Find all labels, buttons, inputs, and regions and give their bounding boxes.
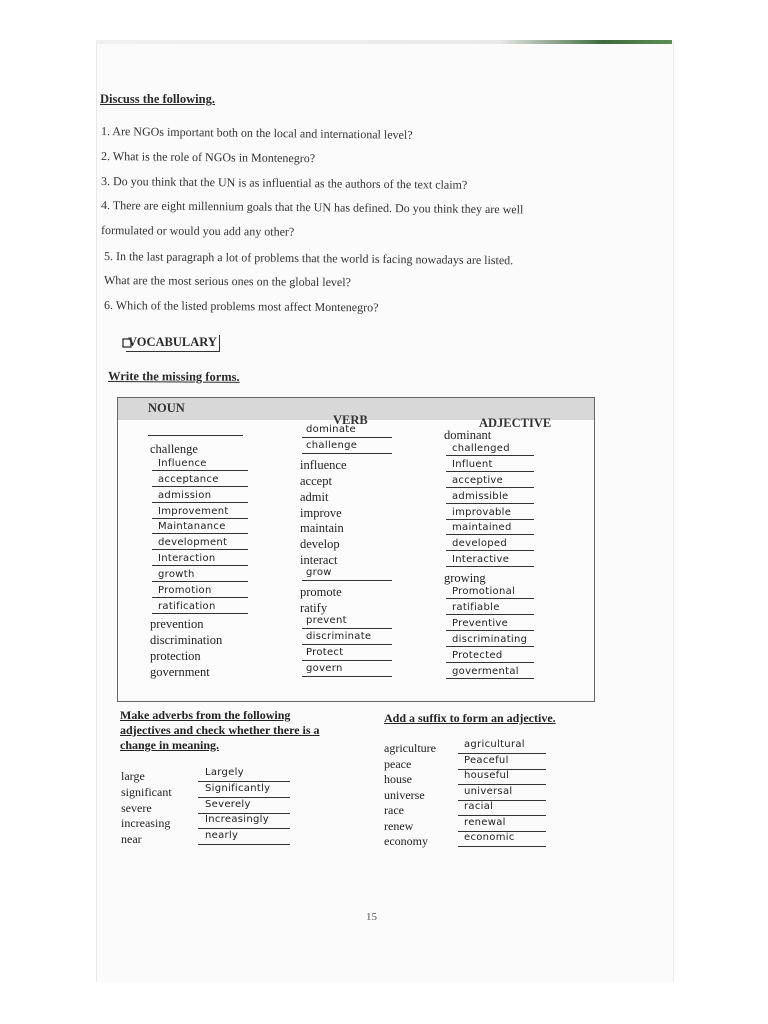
- adverbs-instruction-line-3: change in meaning.: [120, 738, 220, 752]
- handwritten-answer: grow: [306, 567, 332, 579]
- adverb-word: near: [121, 832, 142, 847]
- handwritten-answer: nearly: [205, 830, 239, 842]
- verb-cell: admit: [300, 489, 329, 504]
- handwritten-answer: Protected: [452, 649, 503, 661]
- header-noun: NOUN: [148, 401, 185, 415]
- handwritten-answer: govern: [306, 662, 343, 674]
- adverbs-instruction-line-2: adjectives and check whether there is a: [120, 723, 320, 737]
- page-number: 15: [366, 911, 377, 923]
- handwritten-answer: economic: [464, 832, 515, 843]
- handwritten-answer: Largely: [205, 767, 244, 778]
- handwritten-answer: discriminating: [452, 633, 528, 645]
- answer-line: [148, 435, 243, 436]
- question-5: 5. In the last paragraph a lot of problems that the world is facing nowadays are listed.: [103, 249, 514, 268]
- answer-line: [446, 646, 534, 647]
- answer-line: [302, 628, 392, 629]
- verb-cell: interact: [300, 553, 338, 568]
- answer-line: [446, 487, 534, 488]
- noun-cell: prevention: [150, 616, 204, 631]
- verb-cell: influence: [300, 457, 347, 472]
- answer-line: [302, 676, 392, 677]
- answer-line: [152, 613, 248, 614]
- adverb-word: increasing: [121, 816, 171, 831]
- verb-cell: maintain: [300, 521, 344, 536]
- handwritten-answer: Protect: [306, 646, 344, 658]
- handwritten-answer: challenged: [452, 442, 510, 454]
- suffix-word: universe: [384, 787, 425, 802]
- question-4: 4. There are eight millennium goals that the UN has defined. Do you think they are well: [100, 198, 524, 217]
- verb-cell: accept: [300, 473, 332, 488]
- handwritten-answer: developed: [452, 538, 508, 550]
- answer-line: [198, 844, 290, 845]
- vocabulary-instruction: Write the missing forms.: [107, 369, 240, 384]
- handwritten-answer: houseful: [464, 770, 510, 781]
- answer-line: [446, 566, 534, 567]
- answer-line: [302, 453, 392, 454]
- handwritten-answer: Significantly: [205, 782, 271, 794]
- suffix-word: peace: [384, 756, 412, 771]
- question-6: 6. Which of the listed problems most affect Montenegro?: [103, 298, 379, 315]
- handwritten-answer: Preventive: [452, 617, 509, 629]
- suffix-word: renew: [384, 818, 414, 833]
- handwritten-answer: improvable: [452, 506, 512, 518]
- answer-line: [152, 470, 248, 471]
- verb-cell: ratify: [300, 600, 328, 615]
- handwritten-answer: admissible: [452, 490, 509, 502]
- handwritten-answer: ratification: [158, 600, 216, 612]
- noun-cell: discrimination: [150, 632, 223, 647]
- answer-line: [446, 455, 534, 456]
- vocabulary-title: VOCABULARY: [126, 335, 220, 352]
- page-top-edge: [96, 40, 672, 44]
- answer-line: [302, 580, 392, 581]
- handwritten-answer: Promotion: [158, 585, 212, 596]
- question-5-cont: What are the most serious ones on the global level?: [103, 273, 351, 290]
- noun-cell: challenge: [150, 441, 198, 456]
- answer-line: [152, 486, 248, 487]
- handwritten-answer: racial: [464, 801, 494, 812]
- handwritten-answer: acceptive: [452, 474, 504, 486]
- noun-cell: government: [150, 664, 210, 679]
- question-3: 3. Do you think that the UN is as influential as the authors of the text claim?: [100, 174, 468, 192]
- handwritten-answer: prevent: [306, 614, 347, 626]
- answer-line: [446, 662, 534, 663]
- answer-line: [152, 518, 248, 519]
- suffix-word: agriculture: [384, 741, 436, 755]
- answer-line: [446, 503, 534, 504]
- handwritten-answer: agricultural: [464, 739, 525, 750]
- adjective-cell: growing: [444, 571, 486, 586]
- answer-line: [458, 846, 546, 847]
- suffix-word: economy: [384, 834, 428, 848]
- adjective-cell: dominant: [444, 428, 492, 442]
- handwritten-answer: Interactive: [452, 554, 510, 566]
- answer-line: [446, 630, 534, 631]
- handwritten-answer: challenge: [306, 439, 358, 451]
- answer-line: [152, 581, 248, 582]
- handwritten-answer: maintained: [452, 522, 512, 534]
- handwritten-answer: renewal: [464, 816, 506, 828]
- adverbs-instruction-line-1: Make adverbs from the following: [120, 708, 291, 722]
- answer-line: [302, 437, 392, 438]
- header-verb: VERB: [333, 413, 368, 427]
- answer-line: [152, 533, 248, 534]
- answer-line: [152, 565, 248, 566]
- suffix-word: house: [384, 772, 412, 786]
- handwritten-answer: govermental: [452, 665, 519, 677]
- handwritten-answer: Peaceful: [464, 754, 509, 766]
- adverb-word: significant: [121, 784, 172, 799]
- handwritten-answer: Influence: [158, 457, 207, 469]
- handwritten-answer: growth: [158, 569, 195, 581]
- answer-line: [446, 614, 534, 615]
- noun-cell: protection: [150, 648, 201, 663]
- verb-cell: develop: [300, 537, 340, 552]
- handwritten-answer: Influent: [452, 458, 493, 470]
- handwritten-answer: Increasingly: [205, 814, 269, 826]
- verb-cell: promote: [300, 585, 342, 599]
- handwritten-answer: Severely: [205, 798, 251, 810]
- answer-line: [302, 660, 392, 661]
- suffix-word: race: [384, 803, 404, 817]
- header-adjective: ADJECTIVE: [479, 416, 552, 430]
- handwritten-answer: Interaction: [158, 553, 216, 565]
- answer-line: [446, 534, 534, 535]
- adverb-word: large: [121, 769, 145, 783]
- discuss-heading: Discuss the following.: [100, 92, 215, 106]
- answer-line: [152, 597, 248, 598]
- handwritten-answer: Improvement: [158, 505, 229, 517]
- handwritten-answer: acceptance: [158, 473, 219, 485]
- handwritten-answer: universal: [464, 785, 513, 797]
- handwritten-answer: admission: [158, 489, 212, 501]
- answer-line: [446, 678, 534, 679]
- adverb-word: severe: [121, 800, 152, 815]
- verb-cell: improve: [300, 505, 342, 520]
- answer-line: [152, 502, 248, 503]
- handwritten-answer: dominate: [306, 424, 356, 435]
- question-2: 2. What is the role of NGOs in Montenegro?: [100, 149, 316, 166]
- answer-line: [446, 519, 534, 520]
- handwritten-answer: development: [158, 537, 228, 549]
- handwritten-answer: ratifiable: [452, 601, 500, 613]
- answer-line: [302, 644, 392, 645]
- answer-line: [446, 550, 534, 551]
- answer-line: [446, 598, 534, 599]
- suffix-instruction: Add a suffix to form an adjective.: [384, 711, 556, 725]
- answer-line: [446, 471, 534, 472]
- handwritten-answer: discriminate: [306, 630, 372, 642]
- handwritten-answer: Maintanance: [158, 521, 226, 533]
- handwritten-answer: Promotional: [452, 586, 516, 597]
- answer-line: [152, 549, 248, 550]
- question-4-cont: formulated or would you add any other?: [100, 223, 295, 239]
- question-1: 1. Are NGOs important both on the local and international level?: [100, 124, 413, 142]
